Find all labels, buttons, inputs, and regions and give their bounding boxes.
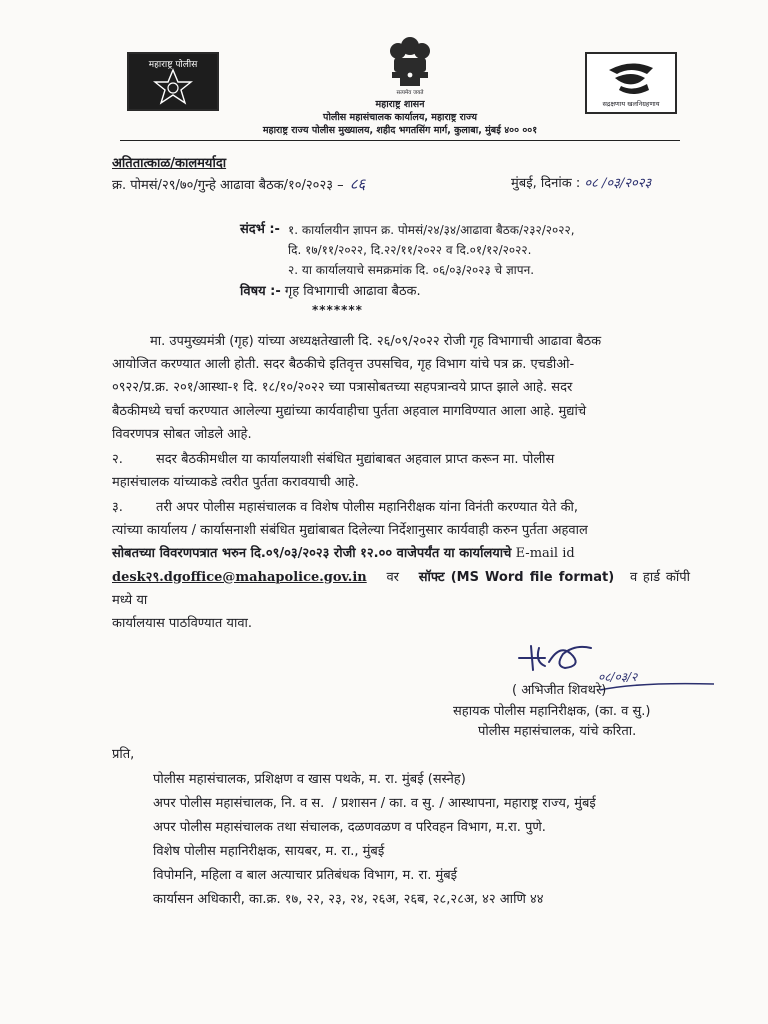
paragraph-2-line: २. सदर बैठकीमधील या कार्यालयाशी संबंधित मुद्यांबाबत अहवाल प्राप्त करून मा. पोलीस bbox=[112, 452, 555, 467]
soft-copy-format: सॉफ्ट (MS Word file format) bbox=[418, 569, 615, 585]
paragraph-3-line: कार्यालयास पाठविण्यात यावा. bbox=[112, 616, 253, 632]
recipients-label: प्रति, bbox=[112, 747, 135, 762]
reference-number bbox=[112, 175, 365, 195]
email-id-label: E-mail id bbox=[515, 546, 575, 562]
paragraph-3 bbox=[112, 496, 690, 635]
urgency-label: अतितात्काळ/कालमर्यादा bbox=[112, 156, 227, 171]
office-name: पोलीस महासंचालक कार्यालय, महाराष्ट्र राज्य bbox=[323, 112, 477, 123]
paragraph-1-line: ०९२२/प्र.क्र. २०१/आस्था-१ दि. १८/१०/२०२२ च्या पत्रासोबतच्या सहपत्रान्वये प्राप्त झाले आहे. सदर bbox=[112, 380, 573, 396]
paragraph-1-line: विवरणपत्र सोबत जोडले आहे. bbox=[112, 426, 252, 442]
signature-stroke bbox=[598, 676, 718, 696]
recipient-item: विपोमनि, महिला व बाल अत्याचार प्रतिबंधक विभाग, म. रा. मुंबई bbox=[153, 868, 458, 883]
reference-number-text: क्र. पोमसं/२९/७०/गुन्हे आढावा बैठक/१०/२०२३ – bbox=[112, 178, 344, 193]
signature-scribble bbox=[515, 636, 595, 676]
paragraph-1 bbox=[112, 330, 690, 446]
right-logo-motto: सद्रक्षणाय खलनिग्रहणाय bbox=[602, 100, 660, 108]
police-logo-text: महाराष्ट्र पोलीस bbox=[148, 60, 198, 70]
hard-copy-text: व हार्ड कॉपी मध्ये या bbox=[112, 569, 690, 608]
recipient-item: पोलीस महासंचालक, प्रशिक्षण व खास पथके, म. रा. मुंबई (सस्नेह) bbox=[153, 772, 466, 787]
paragraph-3-line: ३. तरी अपर पोलीस महासंचालक व विशेष पोलीस महानिरीक्षक यांना विनंती करण्यात येते की, bbox=[112, 500, 579, 515]
reference-line-1: १. कार्यालयीन ज्ञापन क्र. पोमसं/२४/३४/आढावा बैठक/२३२/२०२२, bbox=[288, 223, 575, 237]
letter-date bbox=[511, 175, 651, 193]
signatory-name: ( अभिजीत शिवथरे) bbox=[512, 683, 607, 698]
recipient-item: अपर पोलीस महासंचालक, नि. व स. / प्रशासन / का. व सु. / आस्थापना, महाराष्ट्र राज्य, मुंबई bbox=[153, 796, 596, 811]
signature bbox=[515, 636, 595, 676]
header-divider bbox=[120, 140, 680, 141]
national-emblem bbox=[380, 34, 440, 98]
reference-number-handwritten: ८६ bbox=[349, 175, 366, 193]
signatory-office: पोलीस महासंचालक, यांचे करिता. bbox=[478, 724, 637, 739]
recipient-item: अपर पोलीस महासंचालक तथा संचालक, दळणवळण व परिवहन विभाग, म.रा. पुणे. bbox=[153, 820, 546, 835]
date-label: मुंबई, दिनांक : bbox=[511, 176, 581, 191]
signature-date: ०८/०३/२ bbox=[598, 670, 638, 684]
signatory-designation: सहायक पोलीस महानिरीक्षक, (का. व सु.) bbox=[453, 704, 651, 719]
paragraph-1-line: बैठकीमध्ये चर्चा करण्यात आलेल्या मुद्यांच्या कार्यवाहीचा पुर्तता अहवाल मागविण्यात आला आहे. मुद्यांचे bbox=[112, 403, 587, 419]
paragraph-1-line: मा. उपमुख्यमंत्री (गृह) यांच्या अध्यक्षतेखाली दि. २६/०९/२०२२ रोजी गृह विभागाची आढावा बैठक bbox=[150, 334, 602, 349]
reference-line-2: दि. १७/११/२०२२, दि.२२/११/२०२२ व दि.०१/१२/२०२२. bbox=[288, 243, 532, 257]
date-value: ०८ /०३/२०२३ bbox=[584, 176, 652, 191]
paragraph-2 bbox=[112, 448, 690, 494]
office-address: महाराष्ट्र राज्य पोलीस मुख्यालय, शहीद भगतसिंग मार्ग, कुलाबा, मुंबई ४०० ००१ bbox=[262, 125, 538, 136]
ashoka-emblem-icon bbox=[380, 34, 440, 90]
separator-stars: ******* bbox=[312, 303, 363, 317]
emblem-motto: सत्यमेव जयते bbox=[396, 90, 424, 96]
deadline-text: सोबतच्या विवरणपत्रात भरुन दि.०९/०३/२०२३ रोजी १२.०० वाजेपर्यंत या कार्यालयाचे bbox=[112, 546, 512, 562]
reference-line-3: २. या कार्यालयाचे समक्रमांक दि. ०६/०३/२०२३ चे ज्ञापन. bbox=[288, 263, 535, 277]
paragraph-3-line bbox=[112, 566, 690, 612]
subject-text: गृह विभागाची आढावा बैठक. bbox=[284, 284, 421, 299]
reference-label: संदर्भ :- bbox=[240, 222, 280, 237]
subject-label: विषय :- bbox=[240, 284, 281, 299]
paragraph-3-line bbox=[112, 542, 690, 565]
paragraph-2-line: महासंचालक यांच्याकडे त्वरीत पुर्तता करावयाची आहे. bbox=[112, 475, 359, 491]
state-name: महाराष्ट्र शासन bbox=[375, 99, 425, 110]
subject-line bbox=[240, 283, 421, 301]
email-link[interactable]: desk२९.dgoffice@mahapolice.gov.in bbox=[112, 569, 367, 585]
paragraph-1-line: आयोजित करण्यात आली होती. सदर बैठकीचे इतिवृत्त उपसचिव, गृह विभाग यांचे पत्र क्र. एचडीओ- bbox=[112, 357, 575, 373]
paragraph-3-line: त्यांच्या कार्यालय / कार्यासनाशी संबंधित मुद्यांबाबत दिलेल्या निर्देशानुसार कार्यवाही करुन पुर्तता अहवाल bbox=[112, 523, 588, 539]
police-emblem-icon bbox=[587, 56, 675, 98]
recipient-item: कार्यासन अधिकारी, का.क्र. १७, २२, २३, २४, २६अ, २६ब, २८,२८अ, ४२ आणि ४४ bbox=[153, 892, 544, 907]
email-suffix: वर bbox=[386, 569, 399, 585]
recipient-item: विशेष पोलीस महानिरीक्षक, सायबर, म. रा., मुंबई bbox=[153, 844, 385, 859]
